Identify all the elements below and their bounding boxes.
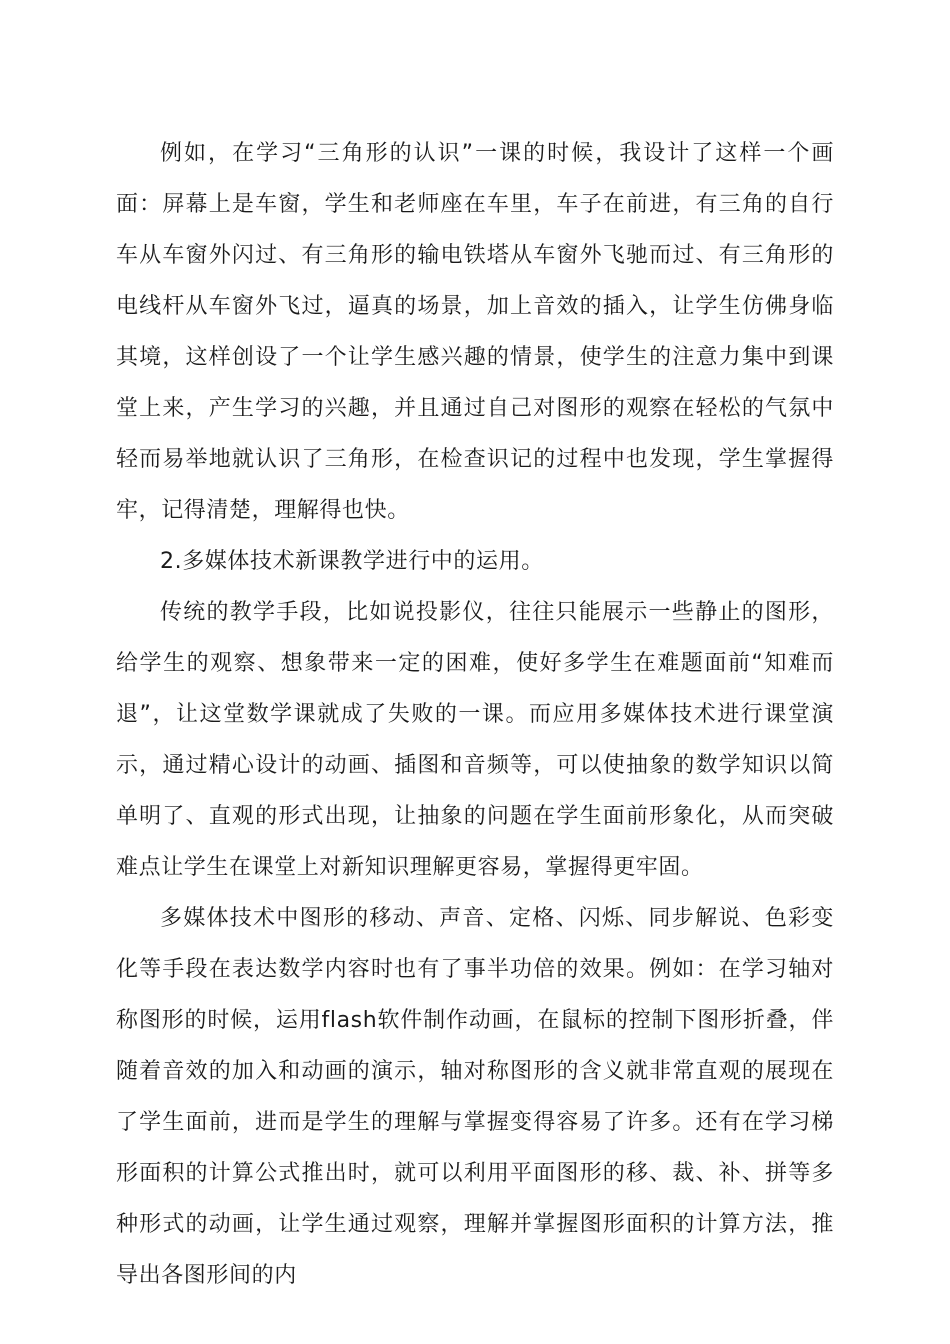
document-body <box>116 128 834 1301</box>
paragraph-triangle-example: 例如，在学习“三角形的认识”一课的时候，我设计了这样一个画面：屏幕上是车窗，学生和老师座在车里，车子在前进，有三角的自行车从车窗外闪过、有三角形的输电铁塔从车窗外飞驰而过、有三角形的电线杆从车窗外飞过，逼真的场景，加上音效的插入，让学生仿佛身临其境，这样创设了一个让学生感兴趣的情景，使学生的注意力集中到课堂上来，产生学习的兴趣，并且通过自己对图形的观察在轻松的气氛中轻而易举地就认识了三角形，在检查识记的过程中也发现，学生掌握得牢，记得清楚，理解得也快。 <box>116 141 834 523</box>
paragraph-traditional-teaching: 传统的教学手段，比如说投影仪，往往只能展示一些静止的图形，给学生的观察、想象带来一定的困难，使好多学生在难题面前“知难而退”，让这堂数学课就成了失败的一课。而应用多媒体技术进行课堂演示，通过精心设计的动画、插图和音频等，可以使抽象的数学知识以简单明了、直观的形式出现，让抽象的问题在学生面前形象化，从而突破难点让学生在课堂上对新知识理解更容易，掌握得更牢固。 <box>116 600 834 880</box>
paragraph-section-heading: 2.多媒体技术新课教学进行中的运用。 <box>160 549 544 574</box>
paragraph-multimedia-effects: 多媒体技术中图形的移动、声音、定格、闪烁、同步解说、色彩变化等手段在表达数学内容时也有了事半功倍的效果。例如：在学习轴对称图形的时候，运用flash软件制作动画，在鼠标的控制下图形折叠，伴随着音效的加入和动画的演示，轴对称图形的含义就非常直观的展现在了学生面前，进而是学生的理解与掌握变得容易了许多。还有在学习梯形面积的计算公式推出时，就可以利用平面图形的移、裁、补、拼等多种形式的动画，让学生通过观察，理解并掌握图形面积的计算方法，推导出各图形间的内 <box>116 906 834 1288</box>
